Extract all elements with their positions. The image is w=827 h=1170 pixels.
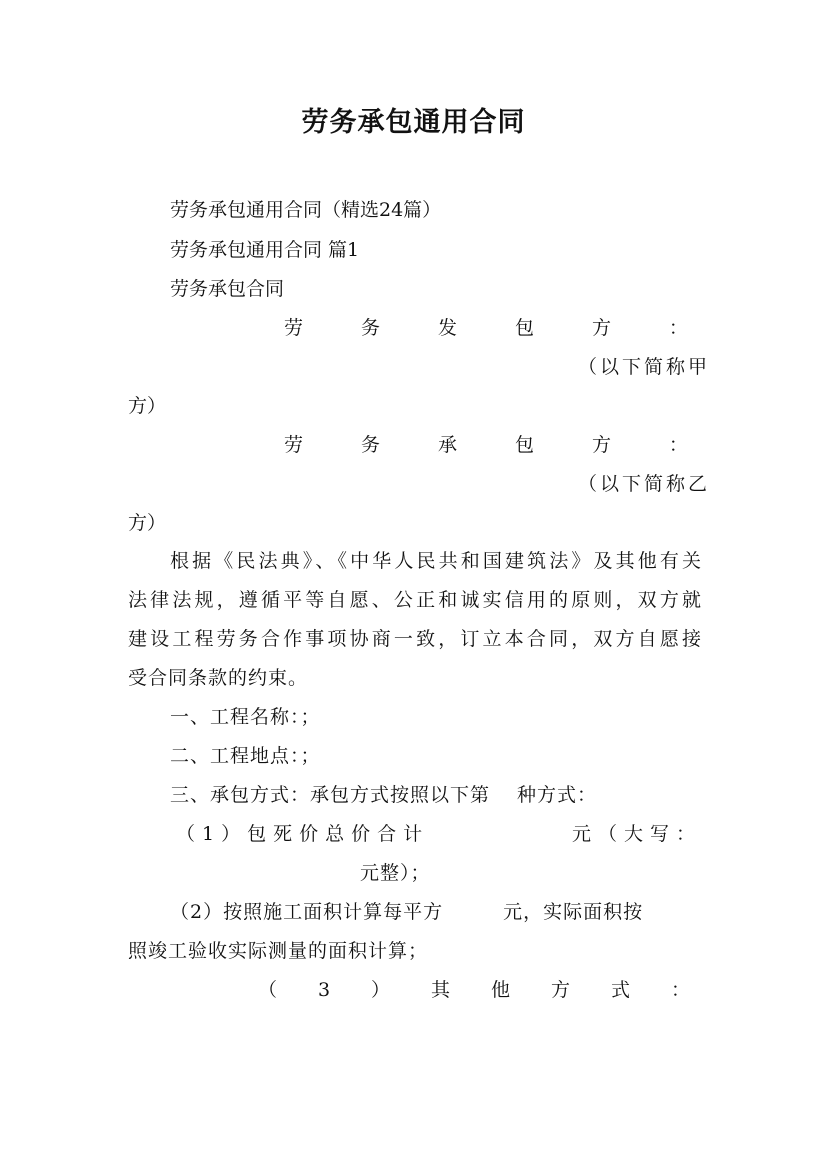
party-a-char: 劳 (284, 317, 304, 339)
method-1-total-price: （1）包死价总价合计 (176, 823, 430, 845)
method-3-char: 其 (431, 979, 451, 1001)
party-b-char: 劳 (284, 434, 304, 456)
method-1-end: 元整）； (360, 862, 431, 884)
method-3-char: 式 (610, 979, 630, 1001)
basis-paragraph-line-2: 法律法规，遵循平等自愿、公正和诚实信用的原则，双方就 (128, 589, 702, 611)
party-b-char: 承 (437, 434, 457, 456)
document-title: 劳务承包通用合同 (301, 107, 526, 138)
party-b-note: （以下简称乙 (578, 473, 711, 495)
party-a-label (284, 316, 688, 340)
method-3-char: 3 (317, 979, 331, 1001)
party-a-char: 包 (514, 317, 534, 339)
method-3-char: 方 (551, 979, 571, 1001)
party-a-char: 方 (591, 317, 611, 339)
party-a-note-end: 方） (128, 395, 167, 417)
item-project-location: 二、工程地点：； (170, 745, 321, 767)
party-a-char: 发 (437, 317, 457, 339)
party-a-note: （以下简称甲 (578, 356, 711, 378)
method-3-char: 他 (491, 979, 511, 1001)
party-b-label (284, 433, 688, 457)
item-contract-method: 三、承包方式：承包方式按照以下第 种方式： (170, 784, 598, 806)
method-3-char: ） (371, 979, 391, 1001)
method-1-amount-caps: 元（大写： (572, 823, 703, 845)
party-b-char: 包 (514, 434, 534, 456)
method-3-char: （ (258, 979, 278, 1001)
party-a-char: 务 (360, 317, 380, 339)
method-3-char: ： (670, 979, 690, 1001)
basis-paragraph-line-3: 建设工程劳务合作事项协商一致，订立本合同，双方自愿接 (128, 628, 702, 650)
basis-paragraph-line-1: 根据《民法典》、《中华人民共和国建筑法》及其他有关 (170, 550, 702, 572)
method-2-line-2: 照竣工验收实际测量的面积计算； (128, 940, 429, 962)
method-3-other (258, 978, 690, 1002)
item-project-name: 一、工程名称：； (170, 706, 321, 728)
basis-paragraph-line-4: 受合同条款的约束。 (128, 667, 309, 689)
intro-line-1: 劳务承包通用合同（精选24篇） (170, 199, 442, 221)
party-b-char: 方 (591, 434, 611, 456)
party-b-note-end: 方） (128, 512, 167, 534)
party-a-char: ： (668, 317, 688, 339)
party-b-char: 务 (360, 434, 380, 456)
intro-line-2: 劳务承包通用合同 篇1 (170, 239, 360, 261)
intro-line-3: 劳务承包合同 (170, 278, 285, 300)
method-2-line-1: （2）按照施工面积计算每平方 元，实际面积按 (170, 901, 644, 923)
party-b-char: ： (668, 434, 688, 456)
